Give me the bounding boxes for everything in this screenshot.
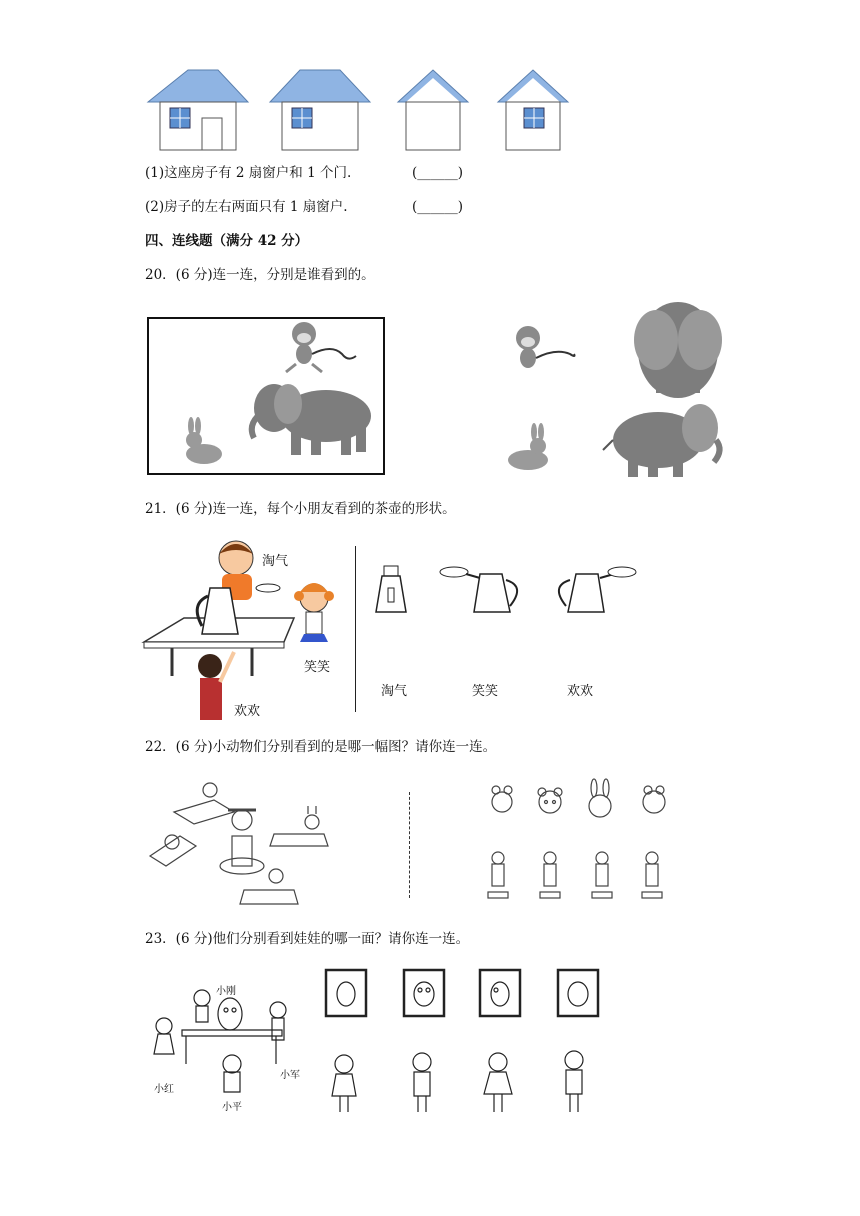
q20-views-figure bbox=[488, 300, 738, 485]
elephant-side-view-icon bbox=[603, 404, 720, 477]
houses-figure bbox=[140, 66, 580, 156]
car-right-icon bbox=[270, 806, 328, 846]
car-left-icon bbox=[150, 835, 196, 866]
q21-scene-figure bbox=[144, 536, 354, 722]
section-title: 四、连线题（满分 42 分） bbox=[145, 233, 309, 249]
car-bottom-icon bbox=[240, 869, 298, 904]
q21-option-1: 淘气 bbox=[381, 684, 408, 699]
q20-scene-figure bbox=[146, 316, 386, 476]
girl-huanhuan-icon bbox=[198, 652, 234, 720]
doll-on-pedestal-icon bbox=[220, 810, 264, 874]
judge-item-1-blank[interactable]: (______) bbox=[412, 165, 464, 181]
judge-item-2-text: (2)房子的左右两面只有 1 扇窗户. bbox=[145, 199, 348, 215]
name-xiaojun: 小军 bbox=[280, 1070, 300, 1081]
house-back bbox=[270, 70, 370, 150]
house-front-with-door bbox=[148, 70, 248, 150]
rabbit-view-icon bbox=[508, 423, 548, 470]
name-huanhuan: 欢欢 bbox=[234, 704, 261, 719]
animal-head-view-1-icon bbox=[492, 786, 512, 812]
boy-xiaoping-icon bbox=[223, 1055, 241, 1092]
q22-divider bbox=[409, 792, 410, 898]
q23-title: 23．(6 分)他们分别看到娃娃的哪一面？请你连一连。 bbox=[145, 931, 470, 947]
q21-title: 21．(6 分)连一连，每个小朋友看到的茶壶的形状。 bbox=[145, 501, 456, 517]
doll-view-3-icon bbox=[592, 852, 612, 898]
name-taoqi: 淘气 bbox=[262, 554, 289, 569]
girl-xiaoxiao-icon bbox=[294, 583, 334, 642]
doll-view-1-icon bbox=[488, 852, 508, 898]
q21-divider bbox=[355, 546, 356, 712]
elephant-front-view-icon bbox=[634, 302, 722, 398]
name-xiaohong: 小红 bbox=[154, 1084, 174, 1095]
judge-item-2 bbox=[145, 198, 348, 216]
boy-xiaogang-icon bbox=[194, 990, 210, 1022]
child-view-3-icon bbox=[484, 1053, 512, 1112]
doll-view-frame-4-icon bbox=[558, 970, 598, 1016]
table-with-doll-icon bbox=[182, 998, 282, 1064]
q20-title: 20．(6 分)连一连，分别是谁看到的。 bbox=[145, 267, 375, 283]
teapot-spout-left-view-icon bbox=[440, 567, 517, 612]
q21-option-2: 笑笑 bbox=[472, 684, 499, 699]
doll-view-2-icon bbox=[540, 852, 560, 898]
teapot-spout-right-view-icon bbox=[559, 567, 636, 612]
child-view-2-icon bbox=[413, 1053, 431, 1112]
q21-teapot-views-figure bbox=[370, 560, 640, 620]
name-xiaoping: 小平 bbox=[222, 1102, 242, 1113]
doll-view-frame-2-icon bbox=[404, 970, 444, 1016]
q22-scene-figure bbox=[144, 776, 344, 908]
animal-head-view-2-icon bbox=[538, 788, 562, 813]
name-xiaogang: 小刚 bbox=[216, 986, 236, 997]
doll-view-frame-1-icon bbox=[326, 970, 366, 1016]
child-view-4-icon bbox=[565, 1051, 583, 1112]
girl-xiaohong-icon bbox=[154, 1018, 174, 1054]
house-side-empty bbox=[398, 70, 468, 150]
q23-views-figure bbox=[322, 966, 602, 1122]
judge-item-1-text: (1)这座房子有 2 扇窗户和 1 个门. bbox=[145, 165, 352, 181]
doll-view-frame-3-icon bbox=[480, 970, 520, 1016]
judge-item-1 bbox=[145, 164, 351, 182]
name-xiaoxiao: 笑笑 bbox=[304, 660, 331, 675]
judge-item-2-blank[interactable]: (______) bbox=[412, 199, 464, 215]
car-top-icon bbox=[174, 783, 234, 824]
doll-view-4-icon bbox=[642, 852, 662, 898]
boy-xiaojun-icon bbox=[270, 1002, 286, 1040]
child-view-1-icon bbox=[332, 1055, 356, 1112]
q22-views-figure bbox=[484, 782, 674, 908]
monkey-view-icon bbox=[516, 326, 575, 368]
animal-head-view-4-icon bbox=[643, 786, 665, 813]
rabbit-head-view-icon bbox=[589, 779, 611, 817]
q21-option-3: 欢欢 bbox=[567, 684, 594, 699]
q22-title: 22．(6 分)小动物们分别看到的是哪一幅图？请你连一连。 bbox=[145, 739, 497, 755]
house-side-window bbox=[498, 70, 568, 150]
teapot-front-view-icon bbox=[376, 566, 406, 612]
